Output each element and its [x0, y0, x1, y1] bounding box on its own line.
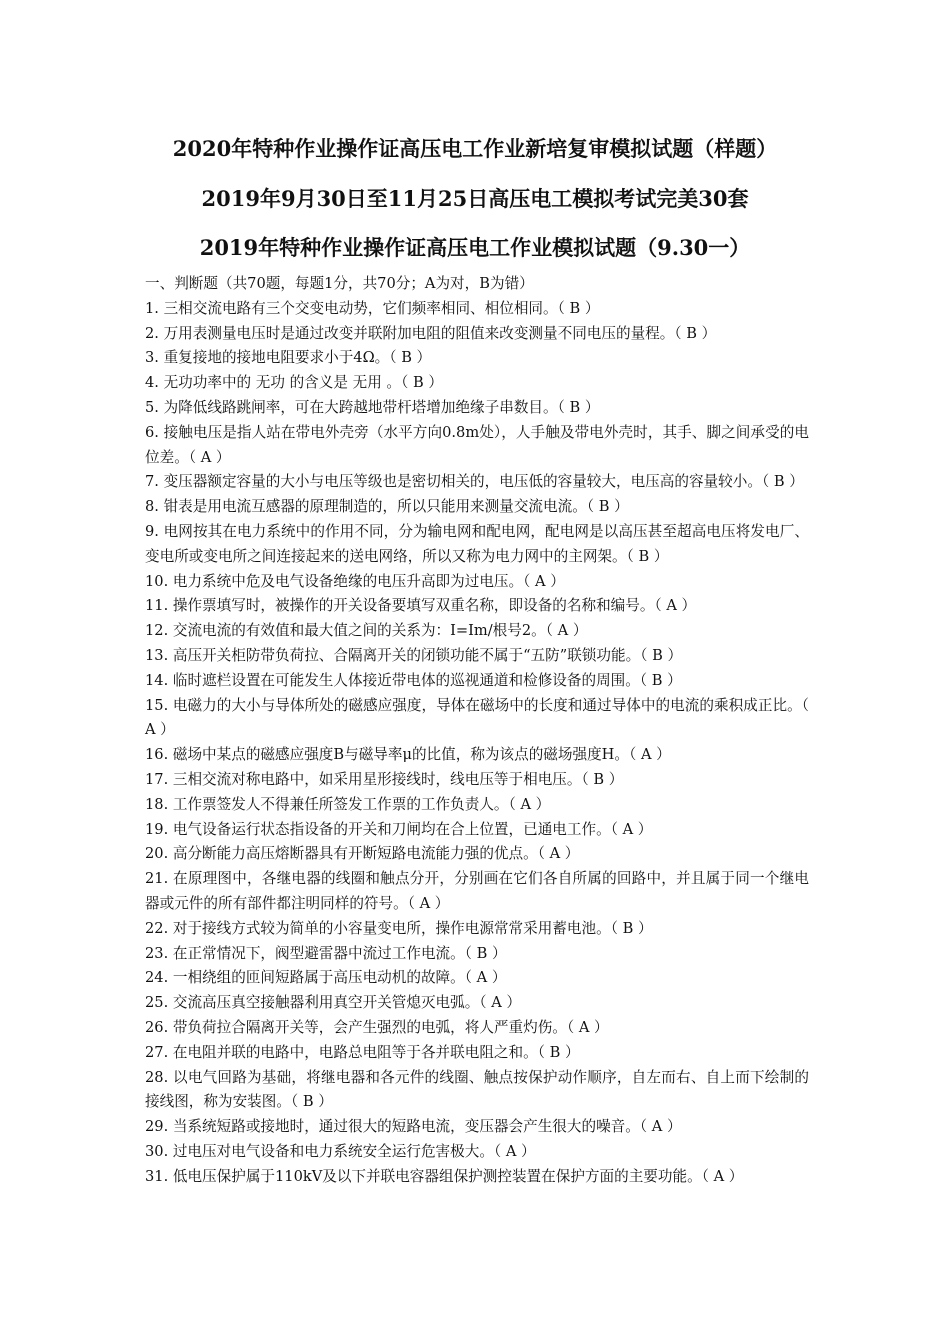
- question-item: 24. 一相绕组的匝间短路属于高压电动机的故障。（ A ）: [145, 969, 507, 987]
- question-item: 26. 带负荷拉合隔离开关等，会产生强烈的电弧，将人严重灼伤。（ A ）: [145, 1018, 609, 1036]
- document-title: 2020年特种作业操作证高压电工作业新培复审模拟试题（样题）: [172, 136, 778, 161]
- question-item: 30. 过电压对电气设备和电力系统安全运行危害极大。（ A ）: [145, 1142, 536, 1160]
- question-item: 14. 临时遮栏设置在可能发生人体接近带电体的巡视通道和检修设备的周围。（ B ）: [145, 671, 682, 689]
- question-item: 11. 操作票填写时，被操作的开关设备要填写双重名称，即设备的名称和编号。（ A ）: [145, 597, 697, 615]
- question-item: 23. 在正常情况下，阀型避雷器中流过工作电流。（ B ）: [145, 944, 507, 962]
- question-item: 2. 万用表测量电压时是通过改变并联附加电阻的阻值来改变测量不同电压的量程。（ B ）: [145, 324, 717, 342]
- question-item: 15. 电磁力的大小与导体所处的磁感应强度，导体在磁场中的长度和通过导体中的电流的乘积成正比。（ A ）: [145, 696, 809, 739]
- question-item: 3. 重复接地的接地电阻要求小于4Ω。（ B ）: [145, 349, 432, 367]
- question-item: 13. 高压开关柜防带负荷拉、合隔离开关的闭锁功能不属于“五防”联锁功能。（ B ）: [145, 646, 683, 664]
- question-list: [145, 272, 809, 1189]
- document-subtitle: 2019年9月30日至11月25日高压电工模拟考试完美30套: [201, 186, 749, 211]
- question-item: 28. 以电气回路为基础，将继电器和各元件的线圈、触点按保护动作顺序，自左而右、自上而下绘制的接线图，称为安装图。（ B ）: [145, 1068, 809, 1111]
- question-item: 25. 交流高压真空接触器利用真空开关管熄灭电弧。（ A ）: [145, 994, 522, 1012]
- question-item: 5. 为降低线路跳闸率，可在大跨越地带杆塔增加绝缘子串数目。（ B ）: [145, 398, 600, 416]
- section-header: 一、判断题（共70题，每题1分，共70分；A为对，B为错）: [145, 275, 534, 292]
- question-item: 1. 三相交流电路有三个交变电动势，它们频率相同、相位相同。（ B ）: [145, 299, 600, 317]
- question-item: 29. 当系统短路或接地时，通过很大的短路电流，变压器会产生很大的噪音。（ A ）: [145, 1118, 682, 1136]
- question-item: 20. 高分断能力高压熔断器具有开断短路电流能力强的优点。（ A ）: [145, 845, 580, 863]
- question-item: 31. 低电压保护属于110kV及以下并联电容器组保护测控装置在保护方面的主要功能。（ A ）: [145, 1167, 744, 1185]
- question-item: 4. 无功功率中的 无功 的含义是 无用 。（ B ）: [145, 374, 443, 392]
- question-item: 27. 在电阻并联的电路中，电路总电阻等于各并联电阻之和。（ B ）: [145, 1043, 580, 1061]
- question-item: 9. 电网按其在电力系统中的作用不同，分为输电网和配电网，配电网是以高压甚至超高电压将发电厂、变电所或变电所之间连接起来的送电网络，所以又称为电力网中的主网架。（ B ）: [145, 522, 809, 565]
- question-item: 17. 三相交流对称电路中，如采用星形接线时，线电压等于相电压。（ B ）: [145, 770, 624, 788]
- question-item: 21. 在原理图中，各继电器的线圈和触点分开，分别画在它们各自所属的回路中，并且属于同一个继电器或元件的所有部件都注明同样的符号。（ A ）: [145, 870, 809, 912]
- question-item: 7. 变压器额定容量的大小与电压等级也是密切相关的，电压低的容量较大，电压高的容量较小。（ B ）: [145, 473, 804, 491]
- question-item: 22. 对于接线方式较为简单的小容量变电所，操作电源常常采用蓄电池。（ B ）: [145, 919, 653, 937]
- question-item: 16. 磁场中某点的磁感应强度B与磁导率μ的比值，称为该点的磁场强度H。（ A ）: [145, 746, 671, 764]
- question-item: 10. 电力系统中危及电气设备绝缘的电压升高即为过电压。（ A ）: [145, 572, 565, 590]
- exam-title: 2019年特种作业操作证高压电工作业模拟试题（9.30一）: [199, 235, 751, 260]
- question-item: 6. 接触电压是指人站在带电外壳旁（水平方向0.8m处），人手触及带电外壳时，其手、脚之间承受的电位差。（ A ）: [145, 423, 809, 466]
- question-item: 19. 电气设备运行状态指设备的开关和刀闸均在合上位置，已通电工作。（ A ）: [145, 820, 653, 838]
- question-item: 12. 交流电流的有效值和最大值之间的关系为：I=Im/根号2。（ A ）: [145, 622, 588, 640]
- question-item: 18. 工作票签发人不得兼任所签发工作票的工作负责人。（ A ）: [145, 795, 551, 813]
- question-item: 8. 钳表是用电流互感器的原理制造的，所以只能用来测量交流电流。（ B ）: [145, 498, 629, 516]
